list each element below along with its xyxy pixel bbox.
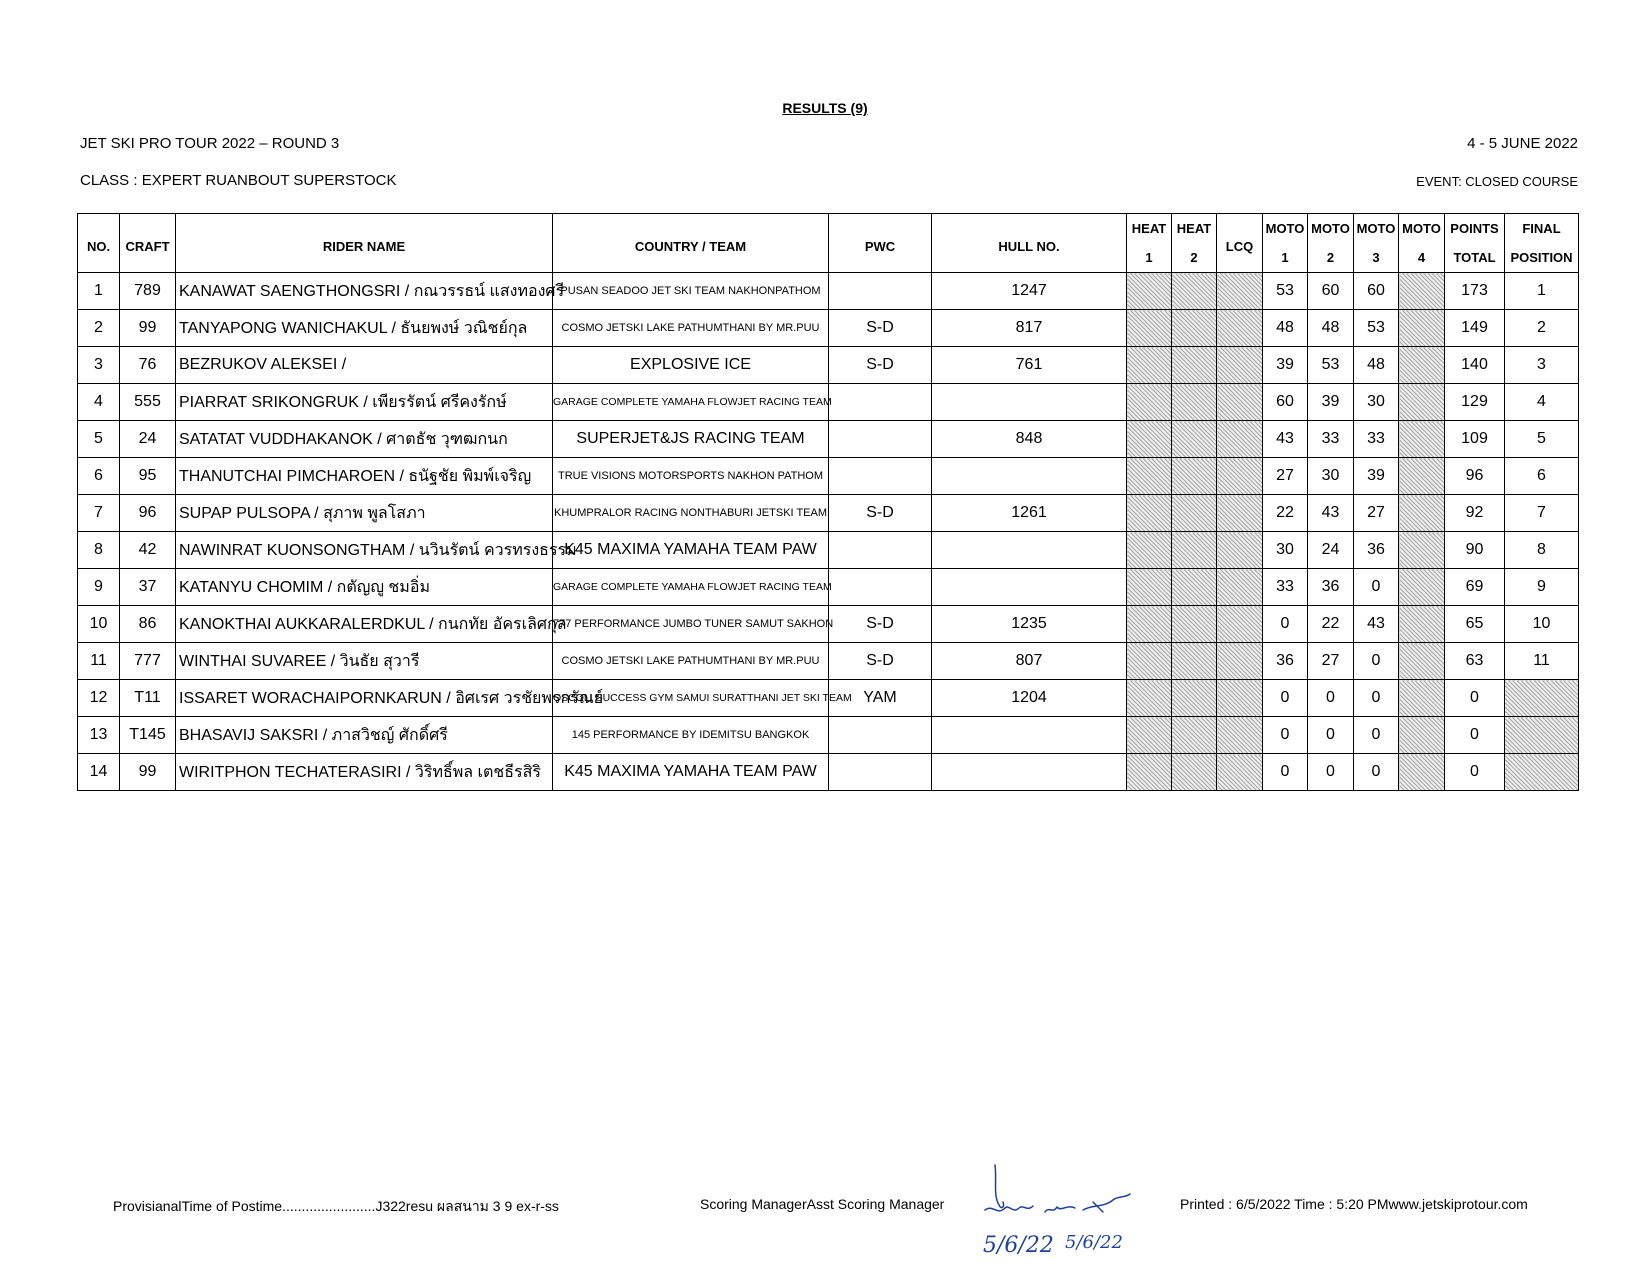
cell-moto3: 60 (1354, 273, 1399, 310)
col-lcq: LCQ (1217, 214, 1263, 273)
cell-hull: 1247 (932, 273, 1127, 310)
cell-moto4 (1399, 754, 1445, 791)
cell-pwc: S-D (829, 495, 932, 532)
cell-hull: 761 (932, 347, 1127, 384)
cell-final-position: 10 (1505, 606, 1579, 643)
cell-lcq (1217, 532, 1263, 569)
cell-moto1: 53 (1263, 273, 1308, 310)
cell-points-total: 0 (1445, 717, 1505, 754)
cell-heat2 (1172, 680, 1217, 717)
cell-heat2 (1172, 458, 1217, 495)
cell-heat1 (1127, 273, 1172, 310)
cell-no: 13 (78, 717, 120, 754)
cell-hull: 807 (932, 643, 1127, 680)
cell-hull: 817 (932, 310, 1127, 347)
cell-hull (932, 458, 1127, 495)
cell-lcq (1217, 495, 1263, 532)
cell-heat1 (1127, 643, 1172, 680)
cell-team: GARAGE COMPLETE YAMAHA FLOWJET RACING TEAM (553, 569, 829, 606)
cell-heat2 (1172, 310, 1217, 347)
cell-moto4 (1399, 680, 1445, 717)
cell-points-total: 0 (1445, 754, 1505, 791)
table-row (78, 754, 1579, 791)
col-heat2: HEAT (1172, 214, 1217, 244)
cell-heat1 (1127, 606, 1172, 643)
cell-team: EXPLOSIVE ICE (553, 347, 829, 384)
table-row (78, 273, 1579, 310)
col-moto3-sub: 3 (1354, 243, 1399, 273)
cell-final-position: 8 (1505, 532, 1579, 569)
col-points-sub: TOTAL (1445, 243, 1505, 273)
col-points: POINTS (1445, 214, 1505, 244)
cell-craft: 99 (120, 754, 176, 791)
cell-craft: 99 (120, 310, 176, 347)
cell-no: 3 (78, 347, 120, 384)
cell-moto2: 43 (1308, 495, 1354, 532)
cell-moto4 (1399, 532, 1445, 569)
col-no: NO. (78, 214, 120, 273)
cell-heat2 (1172, 606, 1217, 643)
cell-team: GARAGE COMPLETE YAMAHA FLOWJET RACING TEAM (553, 384, 829, 421)
table-row (78, 606, 1579, 643)
cell-pwc (829, 754, 932, 791)
cell-lcq (1217, 606, 1263, 643)
cell-hull (932, 717, 1127, 754)
table-row (78, 643, 1579, 680)
cell-rider-name: SATATAT VUDDHAKANOK / ศาตธัช วุฑฒกนก (176, 421, 553, 458)
cell-points-total: 109 (1445, 421, 1505, 458)
cell-pwc: S-D (829, 310, 932, 347)
cell-pwc (829, 273, 932, 310)
table-row (78, 384, 1579, 421)
cell-pwc (829, 569, 932, 606)
cell-moto3: 48 (1354, 347, 1399, 384)
cell-hull: 1204 (932, 680, 1127, 717)
cell-no: 1 (78, 273, 120, 310)
cell-lcq (1217, 421, 1263, 458)
cell-final-position: 5 (1505, 421, 1579, 458)
cell-lcq (1217, 754, 1263, 791)
cell-pwc: S-D (829, 606, 932, 643)
col-heat1-sub: 1 (1127, 243, 1172, 273)
cell-rider-name: THANUTCHAI PIMCHAROEN / ธนัฐชัย พิมพ์เจริญ (176, 458, 553, 495)
col-heat2-sub: 2 (1172, 243, 1217, 273)
cell-moto2: 0 (1308, 680, 1354, 717)
footer-scoring-managers: Scoring ManagerAsst Scoring Manager (700, 1196, 945, 1212)
signature-date-2: 5/6/22 (1065, 1232, 1123, 1253)
cell-moto3: 27 (1354, 495, 1399, 532)
cell-rider-name: TANYAPONG WANICHAKUL / ธันยพงษ์ วณิชย์กุล (176, 310, 553, 347)
cell-moto1: 33 (1263, 569, 1308, 606)
col-heat1: HEAT (1127, 214, 1172, 244)
cell-rider-name: ISSARET WORACHAIPORNKARUN / อิศเรศ วรชัยพรกรัณย์ (176, 680, 553, 717)
cell-pwc: YAM (829, 680, 932, 717)
cell-final-position: 7 (1505, 495, 1579, 532)
table-row (78, 717, 1579, 754)
cell-heat2 (1172, 754, 1217, 791)
col-hull: HULL NO. (932, 214, 1127, 273)
cell-heat1 (1127, 384, 1172, 421)
cell-moto2: 48 (1308, 310, 1354, 347)
cell-rider-name: BHASAVIJ SAKSRI / ภาสวิชญ์ ศักดิ์ศรี (176, 717, 553, 754)
cell-heat1 (1127, 754, 1172, 791)
cell-final-position (1505, 680, 1579, 717)
cell-pwc (829, 421, 932, 458)
cell-moto3: 39 (1354, 458, 1399, 495)
cell-no: 14 (78, 754, 120, 791)
cell-final-position: 11 (1505, 643, 1579, 680)
cell-team: TRUE VISIONS MOTORSPORTS NAKHON PATHOM (553, 458, 829, 495)
cell-moto1: 22 (1263, 495, 1308, 532)
cell-rider-name: PIARRAT SRIKONGRUK / เพียรรัตน์ ศรีคงรักษ์ (176, 384, 553, 421)
signature-date-1: 5/6/22 (983, 1233, 1054, 1258)
cell-moto2: 0 (1308, 754, 1354, 791)
cell-rider-name: SUPAP PULSOPA / สุภาพ พูลโสภา (176, 495, 553, 532)
cell-craft: 789 (120, 273, 176, 310)
cell-team: SUPERJET&JS RACING TEAM (553, 421, 829, 458)
cell-no: 12 (78, 680, 120, 717)
cell-rider-name: WIRITPHON TECHATERASIRI / วิริทธิ์พล เตชธีรสิริ (176, 754, 553, 791)
cell-hull: 1235 (932, 606, 1127, 643)
cell-points-total: 92 (1445, 495, 1505, 532)
cell-heat2 (1172, 347, 1217, 384)
cell-moto3: 0 (1354, 680, 1399, 717)
cell-pwc (829, 458, 932, 495)
cell-no: 8 (78, 532, 120, 569)
cell-final-position: 3 (1505, 347, 1579, 384)
col-moto1-sub: 1 (1263, 243, 1308, 273)
handwritten-signature (975, 1160, 1155, 1260)
cell-no: 7 (78, 495, 120, 532)
cell-hull (932, 569, 1127, 606)
cell-final-position (1505, 754, 1579, 791)
cell-moto2: 36 (1308, 569, 1354, 606)
col-rider: RIDER NAME (176, 214, 553, 273)
table-row (78, 347, 1579, 384)
cell-hull (932, 754, 1127, 791)
cell-team: PUSAN SEADOO JET SKI TEAM NAKHONPATHOM (553, 273, 829, 310)
cell-heat1 (1127, 458, 1172, 495)
cell-moto3: 43 (1354, 606, 1399, 643)
cell-moto4 (1399, 717, 1445, 754)
col-final-sub: POSITION (1505, 243, 1579, 273)
cell-pwc (829, 384, 932, 421)
cell-moto3: 0 (1354, 569, 1399, 606)
cell-no: 11 (78, 643, 120, 680)
table-row (78, 569, 1579, 606)
cell-lcq (1217, 717, 1263, 754)
footer-provisional: ProvisianalTime of Postime........................J322resu ผลสนาม 3 9 ex-r-ss (113, 1198, 559, 1214)
cell-craft: 42 (120, 532, 176, 569)
event-type: EVENT: CLOSED COURSE (1416, 174, 1578, 189)
col-moto4-sub: 4 (1399, 243, 1445, 273)
cell-moto2: 33 (1308, 421, 1354, 458)
cell-heat1 (1127, 421, 1172, 458)
cell-final-position: 9 (1505, 569, 1579, 606)
table-row (78, 495, 1579, 532)
cell-team: 777 PERFORMANCE JUMBO TUNER SAMUT SAKHON (553, 606, 829, 643)
cell-hull: 848 (932, 421, 1127, 458)
cell-no: 4 (78, 384, 120, 421)
cell-moto4 (1399, 384, 1445, 421)
cell-team: COSMO JETSKI LAKE PATHUMTHANI BY MR.PUU (553, 310, 829, 347)
cell-lcq (1217, 310, 1263, 347)
cell-pwc: S-D (829, 643, 932, 680)
cell-no: 2 (78, 310, 120, 347)
cell-moto2: 39 (1308, 384, 1354, 421)
cell-lcq (1217, 347, 1263, 384)
cell-heat2 (1172, 273, 1217, 310)
cell-moto3: 36 (1354, 532, 1399, 569)
cell-points-total: 173 (1445, 273, 1505, 310)
cell-craft: 95 (120, 458, 176, 495)
results-table (77, 213, 1579, 791)
cell-craft: 76 (120, 347, 176, 384)
cell-moto1: 48 (1263, 310, 1308, 347)
cell-moto1: 0 (1263, 754, 1308, 791)
cell-craft: T145 (120, 717, 176, 754)
cell-moto2: 30 (1308, 458, 1354, 495)
cell-points-total: 149 (1445, 310, 1505, 347)
cell-team: 145 PERFORMANCE BY IDEMITSU BANGKOK (553, 717, 829, 754)
event-dates: 4 - 5 JUNE 2022 (1467, 135, 1578, 152)
cell-pwc (829, 717, 932, 754)
cell-points-total: 0 (1445, 680, 1505, 717)
table-row (78, 310, 1579, 347)
cell-pwc (829, 532, 932, 569)
cell-heat2 (1172, 569, 1217, 606)
cell-heat1 (1127, 310, 1172, 347)
cell-lcq (1217, 643, 1263, 680)
cell-heat2 (1172, 717, 1217, 754)
cell-points-total: 96 (1445, 458, 1505, 495)
cell-moto1: 60 (1263, 384, 1308, 421)
cell-final-position: 4 (1505, 384, 1579, 421)
cell-team: KHUMPRALOR RACING NONTHABURI JETSKI TEAM (553, 495, 829, 532)
cell-craft: 24 (120, 421, 176, 458)
cell-heat1 (1127, 532, 1172, 569)
cell-final-position: 6 (1505, 458, 1579, 495)
table-row (78, 680, 1579, 717)
cell-final-position: 1 (1505, 273, 1579, 310)
cell-moto4 (1399, 347, 1445, 384)
cell-heat1 (1127, 717, 1172, 754)
col-moto1: MOTO (1263, 214, 1308, 244)
table-row (78, 532, 1579, 569)
cell-moto4 (1399, 458, 1445, 495)
cell-lcq (1217, 273, 1263, 310)
cell-moto4 (1399, 273, 1445, 310)
cell-hull: 1261 (932, 495, 1127, 532)
cell-moto2: 27 (1308, 643, 1354, 680)
col-moto2: MOTO (1308, 214, 1354, 244)
cell-rider-name: NAWINRAT KUONSONGTHAM / นวินรัตน์ ควรทรงธรรม (176, 532, 553, 569)
cell-moto3: 0 (1354, 643, 1399, 680)
cell-hull (932, 384, 1127, 421)
cell-craft: T11 (120, 680, 176, 717)
col-team: COUNTRY / TEAM (553, 214, 829, 273)
cell-heat2 (1172, 384, 1217, 421)
cell-moto1: 0 (1263, 717, 1308, 754)
cell-points-total: 63 (1445, 643, 1505, 680)
col-moto3: MOTO (1354, 214, 1399, 244)
cell-moto1: 30 (1263, 532, 1308, 569)
event-name: JET SKI PRO TOUR 2022 – ROUND 3 (80, 135, 340, 152)
cell-moto3: 33 (1354, 421, 1399, 458)
cell-heat1 (1127, 680, 1172, 717)
cell-lcq (1217, 458, 1263, 495)
cell-heat2 (1172, 643, 1217, 680)
cell-lcq (1217, 680, 1263, 717)
cell-points-total: 129 (1445, 384, 1505, 421)
cell-team: COSMO JETSKI LAKE PATHUMTHANI BY MR.PUU (553, 643, 829, 680)
cell-team: OSCOLI SUCCESS GYM SAMUI SURATTHANI JET SKI TEAM (553, 680, 829, 717)
table-row (78, 421, 1579, 458)
cell-moto2: 0 (1308, 717, 1354, 754)
cell-points-total: 90 (1445, 532, 1505, 569)
cell-heat2 (1172, 421, 1217, 458)
cell-no: 5 (78, 421, 120, 458)
col-moto2-sub: 2 (1308, 243, 1354, 273)
footer-printed: Printed : 6/5/2022 Time : 5:20 PMwww.jetskiprotour.com (1180, 1196, 1528, 1212)
cell-craft: 555 (120, 384, 176, 421)
cell-moto4 (1399, 643, 1445, 680)
cell-moto1: 0 (1263, 606, 1308, 643)
cell-moto4 (1399, 421, 1445, 458)
col-moto4: MOTO (1399, 214, 1445, 244)
table-body (78, 273, 1579, 791)
cell-moto4 (1399, 495, 1445, 532)
cell-moto3: 30 (1354, 384, 1399, 421)
cell-final-position (1505, 717, 1579, 754)
cell-final-position: 2 (1505, 310, 1579, 347)
cell-rider-name: KATANYU CHOMIM / กตัญญู ชมอิ่ม (176, 569, 553, 606)
table-header (78, 214, 1579, 273)
cell-points-total: 69 (1445, 569, 1505, 606)
cell-moto2: 24 (1308, 532, 1354, 569)
cell-moto1: 27 (1263, 458, 1308, 495)
cell-moto3: 0 (1354, 717, 1399, 754)
cell-moto2: 53 (1308, 347, 1354, 384)
page-title: RESULTS (9) (782, 100, 868, 116)
cell-moto1: 0 (1263, 680, 1308, 717)
cell-craft: 96 (120, 495, 176, 532)
table-row (78, 458, 1579, 495)
cell-lcq (1217, 569, 1263, 606)
cell-points-total: 65 (1445, 606, 1505, 643)
cell-no: 6 (78, 458, 120, 495)
cell-heat2 (1172, 495, 1217, 532)
cell-heat2 (1172, 532, 1217, 569)
cell-moto3: 53 (1354, 310, 1399, 347)
cell-team: K45 MAXIMA YAMAHA TEAM PAW (553, 754, 829, 791)
cell-points-total: 140 (1445, 347, 1505, 384)
cell-moto4 (1399, 310, 1445, 347)
cell-moto4 (1399, 569, 1445, 606)
cell-moto1: 36 (1263, 643, 1308, 680)
cell-no: 10 (78, 606, 120, 643)
cell-moto1: 39 (1263, 347, 1308, 384)
cell-moto4 (1399, 606, 1445, 643)
col-craft: CRAFT (120, 214, 176, 273)
cell-no: 9 (78, 569, 120, 606)
cell-moto2: 22 (1308, 606, 1354, 643)
cell-hull (932, 532, 1127, 569)
cell-heat1 (1127, 495, 1172, 532)
cell-craft: 777 (120, 643, 176, 680)
cell-moto2: 60 (1308, 273, 1354, 310)
cell-rider-name: BEZRUKOV ALEKSEI / (176, 347, 553, 384)
cell-lcq (1217, 384, 1263, 421)
cell-pwc: S-D (829, 347, 932, 384)
cell-moto3: 0 (1354, 754, 1399, 791)
col-final: FINAL (1505, 214, 1579, 244)
cell-craft: 37 (120, 569, 176, 606)
race-class: CLASS : EXPERT RUANBOUT SUPERSTOCK (80, 172, 397, 189)
col-pwc: PWC (829, 214, 932, 273)
cell-heat1 (1127, 569, 1172, 606)
cell-craft: 86 (120, 606, 176, 643)
cell-moto1: 43 (1263, 421, 1308, 458)
cell-rider-name: WINTHAI SUVAREE / วินธัย สุวารี (176, 643, 553, 680)
cell-heat1 (1127, 347, 1172, 384)
cell-rider-name: KANAWAT SAENGTHONGSRI / กณวรรธน์ แสงทองศรี (176, 273, 553, 310)
cell-rider-name: KANOKTHAI AUKKARALERDKUL / กนกทัย อัครเลิศกุล (176, 606, 553, 643)
cell-team: K45 MAXIMA YAMAHA TEAM PAW (553, 532, 829, 569)
